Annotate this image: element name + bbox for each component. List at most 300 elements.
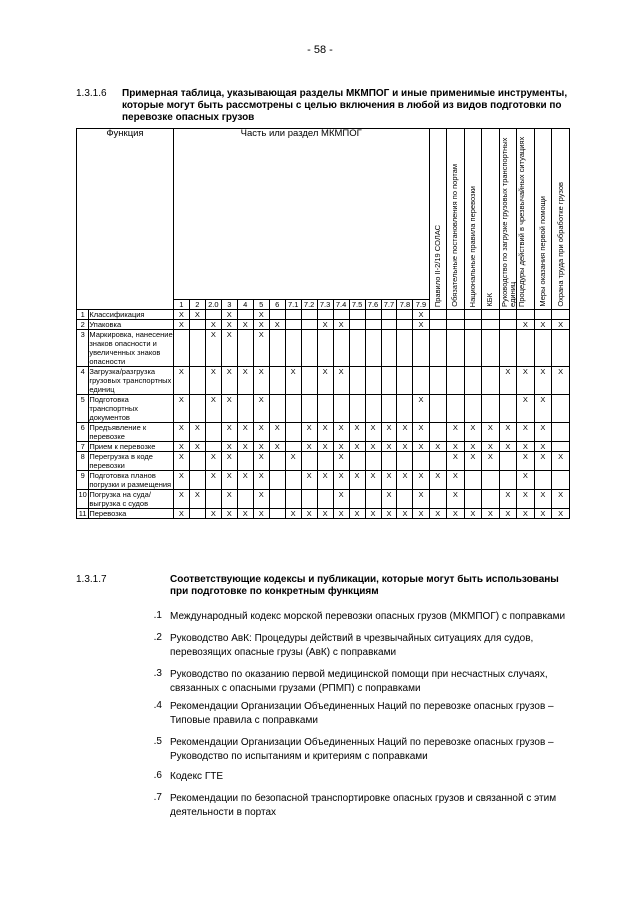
- row-number: 9: [77, 471, 89, 490]
- mark-cell: X: [499, 490, 517, 509]
- row-number: 1: [77, 310, 89, 320]
- function-label: Маркировка, нанесение знаков опасности и увеличенных знаков опасности: [89, 330, 173, 366]
- mark-cell: X: [413, 310, 429, 320]
- row-number: 5: [77, 395, 89, 423]
- part-column-number: 3: [221, 300, 237, 310]
- mark-cell: X: [205, 330, 221, 367]
- row-number: 3: [77, 330, 89, 367]
- mark-cell: X: [517, 367, 535, 395]
- mark-cell: X: [534, 442, 552, 452]
- mark-cell: [464, 471, 482, 490]
- mark-cell: X: [365, 471, 381, 490]
- mark-cell: X: [205, 471, 221, 490]
- mark-cell: X: [517, 442, 535, 452]
- mark-cell: X: [552, 509, 570, 519]
- instrument-column-label: Руководство по загрузке грузовых транспортных единиц: [499, 137, 517, 307]
- mark-cell: X: [173, 490, 189, 509]
- mark-cell: [333, 330, 349, 367]
- mark-cell: X: [205, 367, 221, 395]
- mark-cell: X: [464, 452, 482, 471]
- mark-cell: X: [253, 395, 269, 423]
- mark-cell: X: [517, 423, 535, 442]
- mark-cell: X: [499, 509, 517, 519]
- mark-cell: [464, 310, 482, 320]
- mark-cell: [301, 490, 317, 509]
- reference-number: .3: [153, 668, 162, 679]
- mark-cell: [237, 490, 253, 509]
- mark-cell: X: [413, 320, 429, 330]
- table-row: [77, 367, 570, 395]
- mark-cell: X: [534, 320, 552, 330]
- mark-cell: X: [189, 310, 205, 320]
- mark-cell: [381, 330, 397, 367]
- row-number: 8: [77, 452, 89, 471]
- reference-text: Рекомендации Организации Объединенных Наций по перевозке опасных грузов – Руководство по испытаниям и критериям с поправками: [170, 737, 554, 762]
- mark-cell: X: [301, 509, 317, 519]
- reference-text: Кодекс ГТЕ: [170, 771, 224, 782]
- mark-cell: X: [221, 320, 237, 330]
- mark-cell: [365, 367, 381, 395]
- mark-cell: X: [221, 330, 237, 367]
- instrument-column-header: [552, 129, 570, 310]
- mark-cell: [189, 471, 205, 490]
- mark-cell: X: [285, 452, 301, 471]
- function-label: Загрузка/разгрузка грузовых транспортных единиц: [89, 367, 174, 395]
- reference-text: Руководство АвК: Процедуры действий в чрезвычайных ситуациях для судов, перевозящих опасные грузы (АвК) с поправками: [170, 633, 534, 658]
- mark-cell: [552, 330, 570, 367]
- mark-cell: [237, 330, 253, 367]
- mark-cell: [499, 452, 517, 471]
- mark-cell: [499, 320, 517, 330]
- mark-cell: [413, 452, 429, 471]
- mark-cell: [447, 310, 465, 320]
- mark-cell: X: [447, 423, 465, 442]
- mark-cell: X: [517, 509, 535, 519]
- mark-cell: X: [173, 310, 189, 320]
- mark-cell: [397, 452, 413, 471]
- part-column-number: 4: [237, 300, 253, 310]
- instrument-column-header: [517, 129, 535, 310]
- mark-cell: X: [381, 471, 397, 490]
- mark-cell: X: [365, 509, 381, 519]
- mark-cell: X: [253, 320, 269, 330]
- table-row: [77, 320, 570, 330]
- mark-cell: [349, 367, 365, 395]
- mark-cell: X: [534, 395, 552, 423]
- part-column-number: 7.5: [349, 300, 365, 310]
- mark-cell: X: [317, 423, 333, 442]
- mark-cell: [397, 490, 413, 509]
- mark-cell: X: [349, 509, 365, 519]
- part-column-number: 7.9: [413, 300, 429, 310]
- mark-cell: X: [333, 471, 349, 490]
- mark-cell: [464, 490, 482, 509]
- mark-cell: [285, 320, 301, 330]
- mark-cell: [301, 310, 317, 320]
- mark-cell: [499, 395, 517, 423]
- mark-cell: X: [397, 423, 413, 442]
- mark-cell: X: [517, 452, 535, 471]
- mark-cell: X: [552, 320, 570, 330]
- section-1-number: 1.3.1.6: [76, 88, 107, 99]
- function-label: Упаковка: [89, 320, 174, 330]
- mark-cell: X: [447, 452, 465, 471]
- mark-cell: X: [552, 452, 570, 471]
- mark-cell: [269, 471, 285, 490]
- mark-cell: X: [381, 423, 397, 442]
- mark-cell: X: [365, 423, 381, 442]
- mark-cell: [365, 452, 381, 471]
- mark-cell: [269, 395, 285, 423]
- mark-cell: [349, 320, 365, 330]
- mark-cell: [397, 310, 413, 320]
- mark-cell: [447, 320, 465, 330]
- mark-cell: [237, 310, 253, 320]
- row-number: 6: [77, 423, 89, 442]
- mark-cell: [397, 320, 413, 330]
- mark-cell: X: [499, 367, 517, 395]
- mark-cell: X: [221, 395, 237, 423]
- section-1-title: Примерная таблица, указывающая разделы МКМПОГ и иные применимые инструменты, которые могут быть рассмотрены с целью включения в любой из видов подготовки по перевозке опасных грузов: [122, 88, 568, 123]
- mark-cell: [285, 442, 301, 452]
- mark-cell: X: [301, 423, 317, 442]
- reference-text: Рекомендации по безопасной транспортировке опасных грузов и связанной с этим деятельности в портах: [170, 793, 557, 818]
- mark-cell: X: [221, 442, 237, 452]
- mark-cell: [301, 367, 317, 395]
- part-column-number: 1: [173, 300, 189, 310]
- mark-cell: X: [253, 509, 269, 519]
- mark-cell: X: [253, 452, 269, 471]
- mark-cell: X: [253, 310, 269, 320]
- table-row: [77, 310, 570, 320]
- mark-cell: X: [173, 423, 189, 442]
- instrument-column-label: КБК: [485, 293, 495, 307]
- mark-cell: [189, 320, 205, 330]
- mark-cell: X: [397, 442, 413, 452]
- mark-cell: X: [552, 490, 570, 509]
- mark-cell: X: [237, 471, 253, 490]
- mark-cell: X: [317, 509, 333, 519]
- mark-cell: [269, 367, 285, 395]
- mark-cell: X: [464, 423, 482, 442]
- function-label: Прием к перевозке: [89, 442, 174, 452]
- mark-cell: X: [499, 442, 517, 452]
- table-row: [77, 471, 570, 490]
- mark-cell: [429, 367, 447, 395]
- part-column-number: 7.4: [333, 300, 349, 310]
- mark-cell: X: [482, 509, 500, 519]
- mark-cell: [552, 423, 570, 442]
- mark-cell: [301, 452, 317, 471]
- mark-cell: [429, 310, 447, 320]
- mark-cell: X: [413, 442, 429, 452]
- mark-cell: [317, 452, 333, 471]
- mark-cell: X: [221, 471, 237, 490]
- part-column-number: 7.8: [397, 300, 413, 310]
- mark-cell: X: [333, 423, 349, 442]
- function-label: Предъявление к перевозке: [89, 423, 174, 442]
- reference-text: Международный кодекс морской перевозки опасных грузов (МКМПОГ) с поправками: [170, 611, 566, 622]
- mark-cell: [365, 330, 381, 367]
- instrument-column-header: [499, 129, 517, 310]
- mark-cell: X: [253, 367, 269, 395]
- mark-cell: X: [253, 471, 269, 490]
- mark-cell: [349, 490, 365, 509]
- mark-cell: [464, 395, 482, 423]
- mark-cell: [349, 330, 365, 367]
- mark-cell: [205, 442, 221, 452]
- row-number: 4: [77, 367, 89, 395]
- mark-cell: [285, 395, 301, 423]
- function-label: Погрузка на суда/выгрузка с судов: [89, 490, 174, 509]
- reference-text: Рекомендации Организации Объединенных Наций по перевозке опасных грузов – Типовые правила с поправками: [170, 701, 554, 726]
- mark-cell: X: [534, 490, 552, 509]
- mark-cell: [365, 310, 381, 320]
- mark-cell: [482, 471, 500, 490]
- mark-cell: X: [173, 320, 189, 330]
- table-row: [77, 490, 570, 509]
- mark-cell: [482, 367, 500, 395]
- mark-cell: X: [333, 442, 349, 452]
- mark-cell: X: [413, 490, 429, 509]
- mark-cell: X: [173, 442, 189, 452]
- mark-cell: [189, 367, 205, 395]
- mark-cell: [269, 330, 285, 367]
- mark-cell: [301, 330, 317, 367]
- mark-cell: X: [253, 330, 269, 367]
- mark-cell: X: [517, 471, 535, 490]
- mark-cell: X: [365, 442, 381, 452]
- mark-cell: [429, 452, 447, 471]
- mark-cell: [269, 310, 285, 320]
- instrument-column-label: Национальные правила перевозки: [467, 185, 477, 307]
- mark-cell: X: [317, 367, 333, 395]
- part-column-number: 6: [269, 300, 285, 310]
- mark-cell: X: [285, 367, 301, 395]
- mark-cell: X: [221, 490, 237, 509]
- mark-cell: [482, 310, 500, 320]
- section-2-number: 1.3.1.7: [76, 574, 107, 585]
- reference-number: .1: [153, 610, 162, 621]
- reference-number: .6: [153, 770, 162, 781]
- mark-cell: X: [534, 452, 552, 471]
- mark-cell: X: [429, 509, 447, 519]
- mark-cell: [317, 395, 333, 423]
- instrument-column-label: Правило II-2/19 СОЛАС: [432, 224, 442, 307]
- reference-number: .5: [153, 736, 162, 747]
- mark-cell: [429, 320, 447, 330]
- reference-number: .2: [153, 632, 162, 643]
- mark-cell: X: [333, 367, 349, 395]
- mark-cell: X: [221, 367, 237, 395]
- mark-cell: X: [447, 471, 465, 490]
- part-column-number: 7.7: [381, 300, 397, 310]
- function-label: Подготовка транспортных документов: [89, 395, 174, 423]
- mark-cell: X: [397, 471, 413, 490]
- mark-cell: [285, 310, 301, 320]
- mark-cell: X: [333, 320, 349, 330]
- mark-cell: X: [482, 423, 500, 442]
- mark-cell: [285, 471, 301, 490]
- mark-cell: X: [237, 367, 253, 395]
- mark-cell: X: [317, 442, 333, 452]
- mark-cell: [499, 330, 517, 367]
- mark-cell: X: [221, 310, 237, 320]
- mark-cell: X: [253, 490, 269, 509]
- mark-cell: X: [517, 320, 535, 330]
- row-number: 11: [77, 509, 89, 519]
- mark-cell: [517, 330, 535, 367]
- mark-cell: X: [333, 509, 349, 519]
- instrument-column-header: [534, 129, 552, 310]
- mark-cell: X: [413, 423, 429, 442]
- part-column-number: 7.6: [365, 300, 381, 310]
- part-column-number: 2: [189, 300, 205, 310]
- mark-cell: [552, 395, 570, 423]
- mark-cell: [333, 395, 349, 423]
- header-part: Часть или раздел МКМПОГ: [173, 129, 429, 300]
- mark-cell: [285, 423, 301, 442]
- mark-cell: [381, 452, 397, 471]
- mark-cell: [552, 310, 570, 320]
- functions-table: [76, 128, 570, 519]
- mark-cell: X: [173, 367, 189, 395]
- mark-cell: X: [333, 490, 349, 509]
- part-column-number: 7.3: [317, 300, 333, 310]
- mark-cell: [482, 395, 500, 423]
- mark-cell: [397, 395, 413, 423]
- mark-cell: [552, 442, 570, 452]
- mark-cell: X: [285, 509, 301, 519]
- mark-cell: [552, 471, 570, 490]
- mark-cell: X: [333, 452, 349, 471]
- mark-cell: X: [237, 320, 253, 330]
- mark-cell: [464, 320, 482, 330]
- mark-cell: X: [447, 490, 465, 509]
- mark-cell: [429, 330, 447, 367]
- mark-cell: [189, 330, 205, 367]
- mark-cell: [349, 310, 365, 320]
- instrument-column-label: Меры оказания первой помощи: [537, 196, 547, 307]
- instrument-column-label: Охрана труда при обработке грузов: [555, 182, 565, 307]
- mark-cell: X: [301, 471, 317, 490]
- mark-cell: [381, 310, 397, 320]
- function-label: Перегрузка в коде перевозки: [89, 452, 174, 471]
- mark-cell: X: [482, 442, 500, 452]
- mark-cell: X: [269, 320, 285, 330]
- mark-cell: X: [205, 509, 221, 519]
- mark-cell: X: [253, 442, 269, 452]
- mark-cell: [189, 452, 205, 471]
- mark-cell: [365, 395, 381, 423]
- mark-cell: [285, 490, 301, 509]
- mark-cell: [381, 395, 397, 423]
- mark-cell: [205, 423, 221, 442]
- instrument-column-label: Обязательные постановления по портам: [450, 164, 460, 307]
- mark-cell: X: [349, 442, 365, 452]
- mark-cell: [397, 367, 413, 395]
- mark-cell: X: [221, 423, 237, 442]
- mark-cell: X: [237, 509, 253, 519]
- mark-cell: X: [499, 423, 517, 442]
- mark-cell: [333, 310, 349, 320]
- part-column-number: 2.0: [205, 300, 221, 310]
- mark-cell: [447, 395, 465, 423]
- mark-cell: X: [205, 395, 221, 423]
- mark-cell: X: [534, 423, 552, 442]
- mark-cell: [397, 330, 413, 367]
- mark-cell: [301, 320, 317, 330]
- mark-cell: X: [189, 442, 205, 452]
- table-row: [77, 330, 570, 367]
- mark-cell: [349, 395, 365, 423]
- mark-cell: [429, 395, 447, 423]
- mark-cell: X: [482, 452, 500, 471]
- mark-cell: X: [205, 320, 221, 330]
- mark-cell: [269, 509, 285, 519]
- mark-cell: [317, 310, 333, 320]
- mark-cell: X: [381, 490, 397, 509]
- mark-cell: [285, 330, 301, 367]
- mark-cell: [189, 509, 205, 519]
- mark-cell: X: [464, 509, 482, 519]
- mark-cell: X: [269, 442, 285, 452]
- mark-cell: X: [301, 442, 317, 452]
- table-row: [77, 423, 570, 442]
- mark-cell: [534, 471, 552, 490]
- mark-cell: [365, 320, 381, 330]
- section-2-title: Соответствующие кодексы и публикации, которые могут быть использованы при подготовке по конкретным функциям: [170, 574, 559, 597]
- mark-cell: [269, 452, 285, 471]
- mark-cell: X: [413, 509, 429, 519]
- mark-cell: [429, 490, 447, 509]
- mark-cell: X: [173, 395, 189, 423]
- instrument-column-header: [464, 129, 482, 310]
- mark-cell: X: [349, 471, 365, 490]
- mark-cell: X: [221, 452, 237, 471]
- mark-cell: [301, 395, 317, 423]
- table-row: [77, 509, 570, 519]
- mark-cell: X: [221, 509, 237, 519]
- mark-cell: [317, 330, 333, 367]
- reference-number: .7: [153, 792, 162, 803]
- mark-cell: X: [237, 442, 253, 452]
- mark-cell: [464, 330, 482, 367]
- mark-cell: [447, 367, 465, 395]
- instrument-column-header: [482, 129, 500, 310]
- mark-cell: X: [189, 423, 205, 442]
- mark-cell: [482, 330, 500, 367]
- mark-cell: [381, 367, 397, 395]
- mark-cell: X: [517, 395, 535, 423]
- table-row: [77, 452, 570, 471]
- reference-number: .4: [153, 700, 162, 711]
- mark-cell: [365, 490, 381, 509]
- mark-cell: [205, 310, 221, 320]
- row-number: 7: [77, 442, 89, 452]
- table-row: [77, 442, 570, 452]
- row-number: 2: [77, 320, 89, 330]
- mark-cell: X: [349, 423, 365, 442]
- function-label: Подготовка планов погрузки и размещения: [89, 471, 174, 490]
- mark-cell: X: [413, 395, 429, 423]
- mark-cell: X: [464, 442, 482, 452]
- mark-cell: X: [397, 509, 413, 519]
- mark-cell: [499, 471, 517, 490]
- mark-cell: [482, 320, 500, 330]
- mark-cell: X: [552, 367, 570, 395]
- mark-cell: X: [205, 452, 221, 471]
